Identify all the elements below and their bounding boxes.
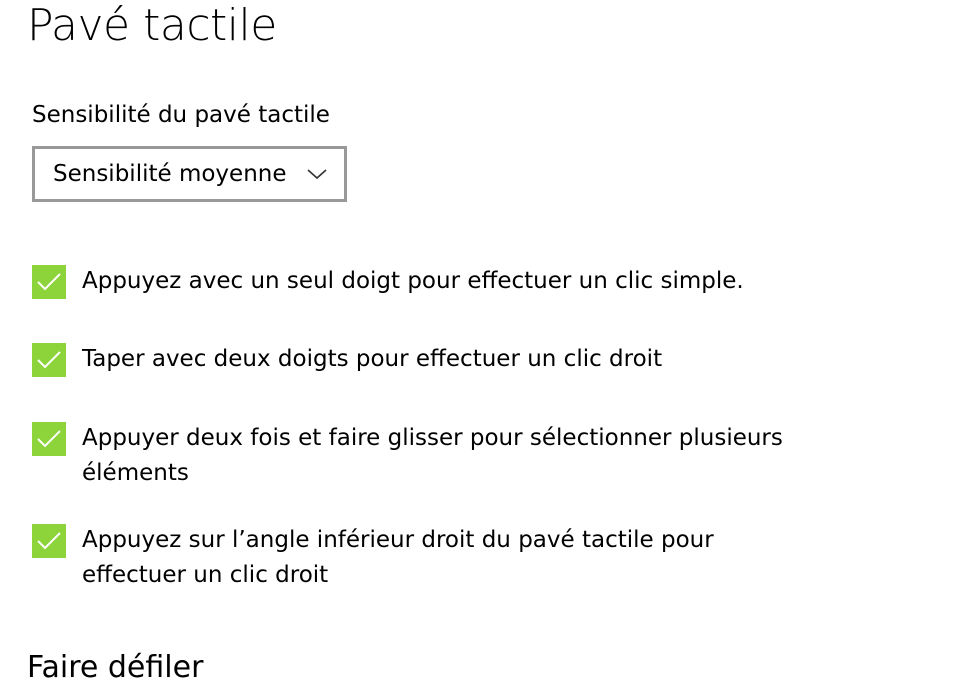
option-corner-right-click-checkbox[interactable] (32, 524, 66, 558)
page-title: Pavé tactile (27, 0, 277, 51)
option-corner-right-click-label: Appuyez sur l’angle inférieur droit du pavé tactile pour effectuer un clic droit (82, 527, 714, 588)
sensitivity-dropdown[interactable] (32, 146, 347, 202)
checkmark-icon (36, 272, 62, 292)
checkmark-icon (36, 531, 62, 551)
option-double-tap-drag-checkbox[interactable] (32, 422, 66, 456)
option-corner-right-click[interactable] (32, 523, 802, 593)
scroll-section-heading: Faire défiler (27, 650, 204, 685)
option-single-tap-label: Appuyez avec un seul doigt pour effectuer un clic simple. (82, 268, 744, 294)
option-single-tap-checkbox[interactable] (32, 265, 66, 299)
option-single-tap[interactable] (32, 264, 802, 299)
option-two-finger-tap-label: Taper avec deux doigts pour effectuer un clic droit (82, 346, 663, 372)
sensitivity-dropdown-value: Sensibilité moyenne (53, 161, 287, 187)
sensitivity-label: Sensibilité du pavé tactile (32, 102, 330, 128)
option-two-finger-tap[interactable] (32, 342, 802, 377)
option-two-finger-tap-checkbox[interactable] (32, 343, 66, 377)
checkmark-icon (36, 429, 62, 449)
option-double-tap-drag[interactable] (32, 421, 802, 491)
option-double-tap-drag-label: Appuyer deux fois et faire glisser pour sélectionner plusieurs éléments (82, 425, 783, 486)
checkmark-icon (36, 350, 62, 370)
chevron-down-icon (306, 167, 328, 181)
